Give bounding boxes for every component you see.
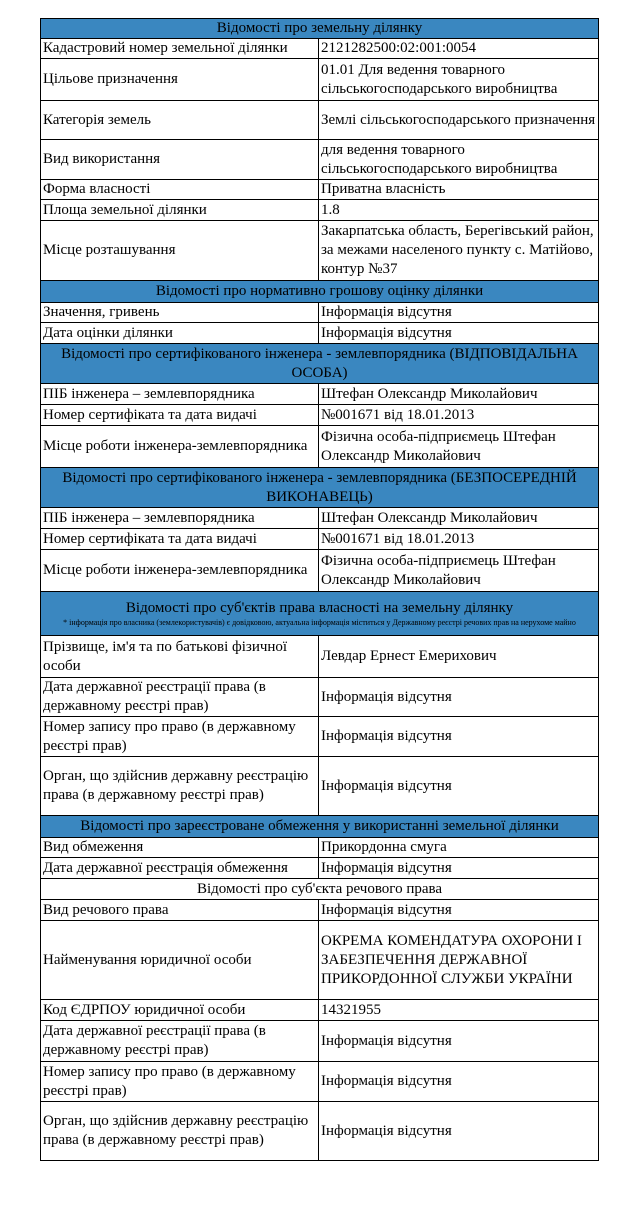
table-row bbox=[41, 529, 599, 550]
section-header-row bbox=[41, 19, 599, 39]
row-label: ПІБ інженера – землевпорядника bbox=[41, 508, 319, 529]
section-header-row bbox=[41, 281, 599, 303]
row-value: Інформація відсутня bbox=[319, 900, 599, 921]
section-title: Відомості про земельну ділянку bbox=[216, 20, 423, 36]
row-label: Місце роботи інженера-землевпорядника bbox=[41, 426, 319, 468]
section-header-row bbox=[41, 592, 599, 636]
row-label: Місце роботи інженера-землевпорядника bbox=[41, 550, 319, 592]
section-header bbox=[41, 281, 599, 303]
section-header-row bbox=[41, 344, 599, 384]
row-label: Орган, що здійснив державну реєстрацію права (в державному реєстрі прав) bbox=[41, 1102, 319, 1161]
table-row bbox=[41, 140, 599, 180]
section-header bbox=[41, 468, 599, 508]
row-label: Номер сертифіката та дата видачі bbox=[41, 529, 319, 550]
row-value: Закарпатська область, Берегівський район, за межами населеного пункту с. Матійово, контур №37 bbox=[319, 221, 599, 281]
row-label: Номер сертифіката та дата видачі bbox=[41, 405, 319, 426]
table-row bbox=[41, 180, 599, 200]
row-value: Левдар Ернест Емерихович bbox=[319, 636, 599, 678]
table-row bbox=[41, 405, 599, 426]
row-value: 01.01 Для ведення товарного сільськогосподарського виробництва bbox=[319, 59, 599, 101]
table-row bbox=[41, 900, 599, 921]
row-label: Вид використання bbox=[41, 140, 319, 180]
section-header-row bbox=[41, 816, 599, 838]
row-value: Інформація відсутня bbox=[319, 1062, 599, 1102]
row-label: Категорія земель bbox=[41, 101, 319, 140]
table-row bbox=[41, 508, 599, 529]
table-row bbox=[41, 1021, 599, 1062]
table-row bbox=[41, 1102, 599, 1161]
row-value: Інформація відсутня bbox=[319, 1021, 599, 1062]
table-row bbox=[41, 858, 599, 879]
table-row bbox=[41, 39, 599, 59]
table-row bbox=[41, 636, 599, 678]
row-value: Штефан Олександр Миколайович bbox=[319, 384, 599, 405]
row-label: Цільове призначення bbox=[41, 59, 319, 101]
section-header-row bbox=[41, 879, 599, 900]
section-header-row bbox=[41, 468, 599, 508]
table-row bbox=[41, 59, 599, 101]
section-title: Відомості про сертифікованого інженера - землевпорядника (ВІДПОВІДАЛЬНА ОСОБА) bbox=[61, 345, 578, 381]
row-value: 2121282500:02:001:0054 bbox=[319, 39, 599, 59]
row-value: Землі сільськогосподарського призначення bbox=[319, 101, 599, 140]
section-header bbox=[41, 592, 599, 636]
table-body bbox=[41, 19, 599, 1161]
table-row bbox=[41, 221, 599, 281]
section-title: Відомості про зареєстроване обмеження у використанні земельної ділянки bbox=[80, 818, 559, 834]
row-label: Значення, гривень bbox=[41, 303, 319, 323]
row-value: Інформація відсутня bbox=[319, 858, 599, 879]
table-row bbox=[41, 717, 599, 757]
row-value: 14321955 bbox=[319, 1000, 599, 1021]
row-value: Інформація відсутня bbox=[319, 323, 599, 344]
row-label: Номер запису про право (в державному реєстрі прав) bbox=[41, 717, 319, 757]
row-label: Вид обмеження bbox=[41, 838, 319, 858]
table-row bbox=[41, 323, 599, 344]
section-header bbox=[41, 816, 599, 838]
row-value: Інформація відсутня bbox=[319, 757, 599, 816]
row-value: ОКРЕМА КОМЕНДАТУРА ОХОРОНИ І ЗАБЕЗПЕЧЕННЯ ДЕРЖАВНОЇ ПРИКОРДОННОЇ СЛУЖБИ УКРАЇНИ bbox=[319, 921, 599, 1000]
section-header bbox=[41, 344, 599, 384]
row-value: 1.8 bbox=[319, 200, 599, 221]
row-label: Найменування юридичної особи bbox=[41, 921, 319, 1000]
table-row bbox=[41, 101, 599, 140]
table-row bbox=[41, 757, 599, 816]
row-label: Форма власності bbox=[41, 180, 319, 200]
row-label: Кадастровий номер земельної ділянки bbox=[41, 39, 319, 59]
table-row bbox=[41, 1062, 599, 1102]
section-title: Відомості про сертифікованого інженера - землевпорядника (БЕЗПОСЕРЕДНІЙ ВИКОНАВЕЦЬ) bbox=[62, 469, 577, 505]
row-value: Фізична особа-підприємець Штефан Олександр Миколайович bbox=[319, 426, 599, 468]
table-row bbox=[41, 426, 599, 468]
section-title: Відомості про суб'єктів права власності на земельну ділянку bbox=[125, 600, 514, 616]
table-row bbox=[41, 303, 599, 323]
row-label: Код ЄДРПОУ юридичної особи bbox=[41, 1000, 319, 1021]
section-title: Відомості про суб'єкта речового права bbox=[196, 880, 443, 897]
section-header bbox=[41, 879, 599, 900]
row-label: Номер запису про право (в державному реєстрі прав) bbox=[41, 1062, 319, 1102]
row-value: для ведення товарного сільськогосподарського виробництва bbox=[319, 140, 599, 180]
row-value: №001671 від 18.01.2013 bbox=[319, 405, 599, 426]
row-label: Вид речового права bbox=[41, 900, 319, 921]
row-label: Дата державної реєстрація обмеження bbox=[41, 858, 319, 879]
table-row bbox=[41, 550, 599, 592]
land-parcel-info-table bbox=[40, 18, 599, 1161]
row-label: Дата державної реєстрації права (в державному реєстрі прав) bbox=[41, 678, 319, 717]
table-row bbox=[41, 838, 599, 858]
row-value: Фізична особа-підприємець Штефан Олександр Миколайович bbox=[319, 550, 599, 592]
row-value: Інформація відсутня bbox=[319, 717, 599, 757]
row-value: Штефан Олександр Миколайович bbox=[319, 508, 599, 529]
row-label: Дата оцінки ділянки bbox=[41, 323, 319, 344]
row-label: Орган, що здійснив державну реєстрацію права (в державному реєстрі прав) bbox=[41, 757, 319, 816]
table-row bbox=[41, 384, 599, 405]
row-label: ПІБ інженера – землевпорядника bbox=[41, 384, 319, 405]
row-label: Дата державної реєстрації права (в державному реєстрі прав) bbox=[41, 1021, 319, 1062]
section-note: * інформація про власника (землекористувачів) є довідковою, актуальна інформація міститься у Державному реєстрі речових прав на нерухоме майно bbox=[63, 618, 576, 627]
table-row bbox=[41, 678, 599, 717]
table-row bbox=[41, 1000, 599, 1021]
row-value: Інформація відсутня bbox=[319, 1102, 599, 1161]
row-label: Прізвище, ім'я та по батькові фізичної особи bbox=[41, 636, 319, 678]
table-row bbox=[41, 200, 599, 221]
row-label: Місце розташування bbox=[41, 221, 319, 281]
table-row bbox=[41, 921, 599, 1000]
row-label: Площа земельної ділянки bbox=[41, 200, 319, 221]
row-value: Приватна власність bbox=[319, 180, 599, 200]
section-header bbox=[41, 19, 599, 39]
row-value: Інформація відсутня bbox=[319, 678, 599, 717]
row-value: Інформація відсутня bbox=[319, 303, 599, 323]
row-value: Прикордонна смуга bbox=[319, 838, 599, 858]
section-title: Відомості про нормативно грошову оцінку ділянки bbox=[155, 283, 484, 299]
row-value: №001671 від 18.01.2013 bbox=[319, 529, 599, 550]
